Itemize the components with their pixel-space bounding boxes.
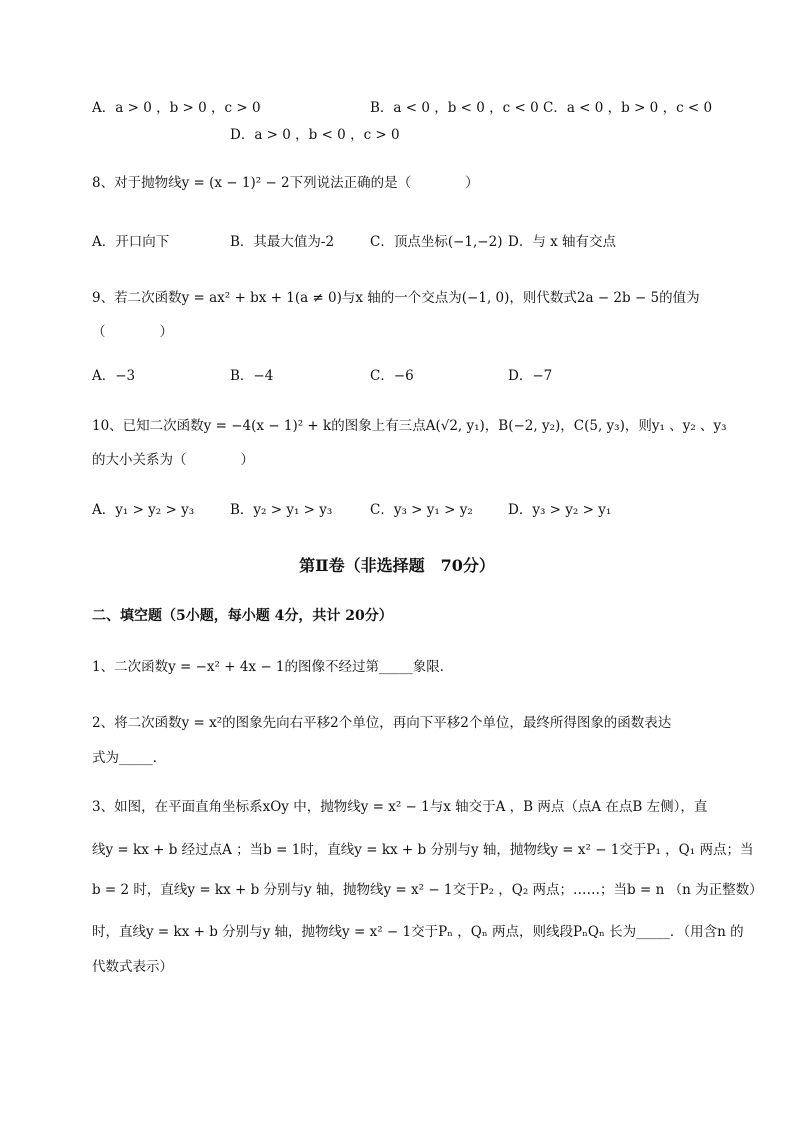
q7-option-a: A．a > 0 ，b > 0 ，c > 0 (92, 100, 261, 116)
q9-option-a: A．−3 (92, 368, 136, 384)
q8-option-a: A．开口向下 (92, 234, 170, 250)
fill-q3-line5: 代数式表示） (92, 959, 173, 975)
q8-option-d: D．与 x 轴有交点 (508, 234, 617, 250)
q9-option-d: D．−7 (508, 368, 553, 384)
q10-option-a: A．y₁ > y₂ > y₃ (92, 502, 195, 518)
q10-option-b: B．y₂ > y₁ > y₃ (230, 502, 333, 518)
fill-q3-line4: 时，直线y = kx + b 分别与y 轴，抛物线y = x² − 1交于Pₙ ，Qₙ 两点，则线段PₙQₙ 长为_____．（用含n 的 (92, 924, 744, 940)
fill-q3-line3: b = 2 时，直线y = kx + b 分别与y 轴，抛物线y = x² − 1交于P₂ ，Q₂ 两点；……；当b = n （n 为正整数） (92, 882, 763, 898)
fill-section-title: 二、填空题（5小题，每小题 4分，共计 20分） (92, 608, 393, 624)
q8-stem: 8、对于抛物线y = (x − 1)² − 2下列说法正确的是（ ） (92, 175, 479, 191)
q7-option-b-c: B．a < 0 ，b < 0 ，c < 0 C．a < 0 ，b > 0 ，c < 0 (370, 100, 713, 116)
q9-option-c: C．−6 (370, 368, 414, 384)
fill-q1: 1、二次函数y = −x² + 4x − 1的图像不经过第_____象限． (92, 659, 454, 675)
q10-option-d: D．y₃ > y₂ > y₁ (508, 502, 612, 518)
q10-stem-line2: 的大小关系为（ ） (92, 452, 254, 468)
q9-answer-paren: （ ） (92, 324, 173, 340)
fill-q3-line1: 3、如图，在平面直角坐标系xOy 中，抛物线y = x² − 1与x 轴交于A ，B 两点（点A 在点B 左侧），直 (92, 799, 708, 815)
fill-q2-line1: 2、将二次函数y = x²的图象先向右平移2个单位，再向下平移2个单位，最终所得图象的函数表达 (92, 715, 672, 731)
fill-q3-line2: 线y = kx + b 经过点A ；当b = 1时，直线y = kx + b 分别与y 轴，抛物线y = x² − 1交于P₁ ，Q₁ 两点；当 (92, 842, 754, 858)
q8-option-b: B．其最大值为-2 (230, 234, 335, 250)
q9-stem: 9、若二次函数y = ax² + bx + 1(a ≠ 0)与x 轴的一个交点为(−1, 0)，则代数式2a − 2b − 5的值为 (92, 290, 700, 306)
q7-option-d: D．a > 0 ，b < 0 ，c > 0 (230, 127, 400, 143)
q10-option-c: C．y₃ > y₁ > y₂ (370, 502, 473, 518)
q9-option-b: B．−4 (230, 368, 274, 384)
fill-q2-line2: 式为_____． (92, 750, 167, 766)
part2-title: 第Ⅱ卷（非选择题 70分） (299, 556, 495, 575)
q8-option-c: C．顶点坐标(−1,−2) (370, 234, 503, 250)
q10-stem-line1: 10、已知二次函数y = −4(x − 1)² + k的图象上有三点A(√2, y₁)，B(−2, y₂)，C(5, y₃)，则y₁ 、y₂ 、y₃ (92, 418, 727, 434)
